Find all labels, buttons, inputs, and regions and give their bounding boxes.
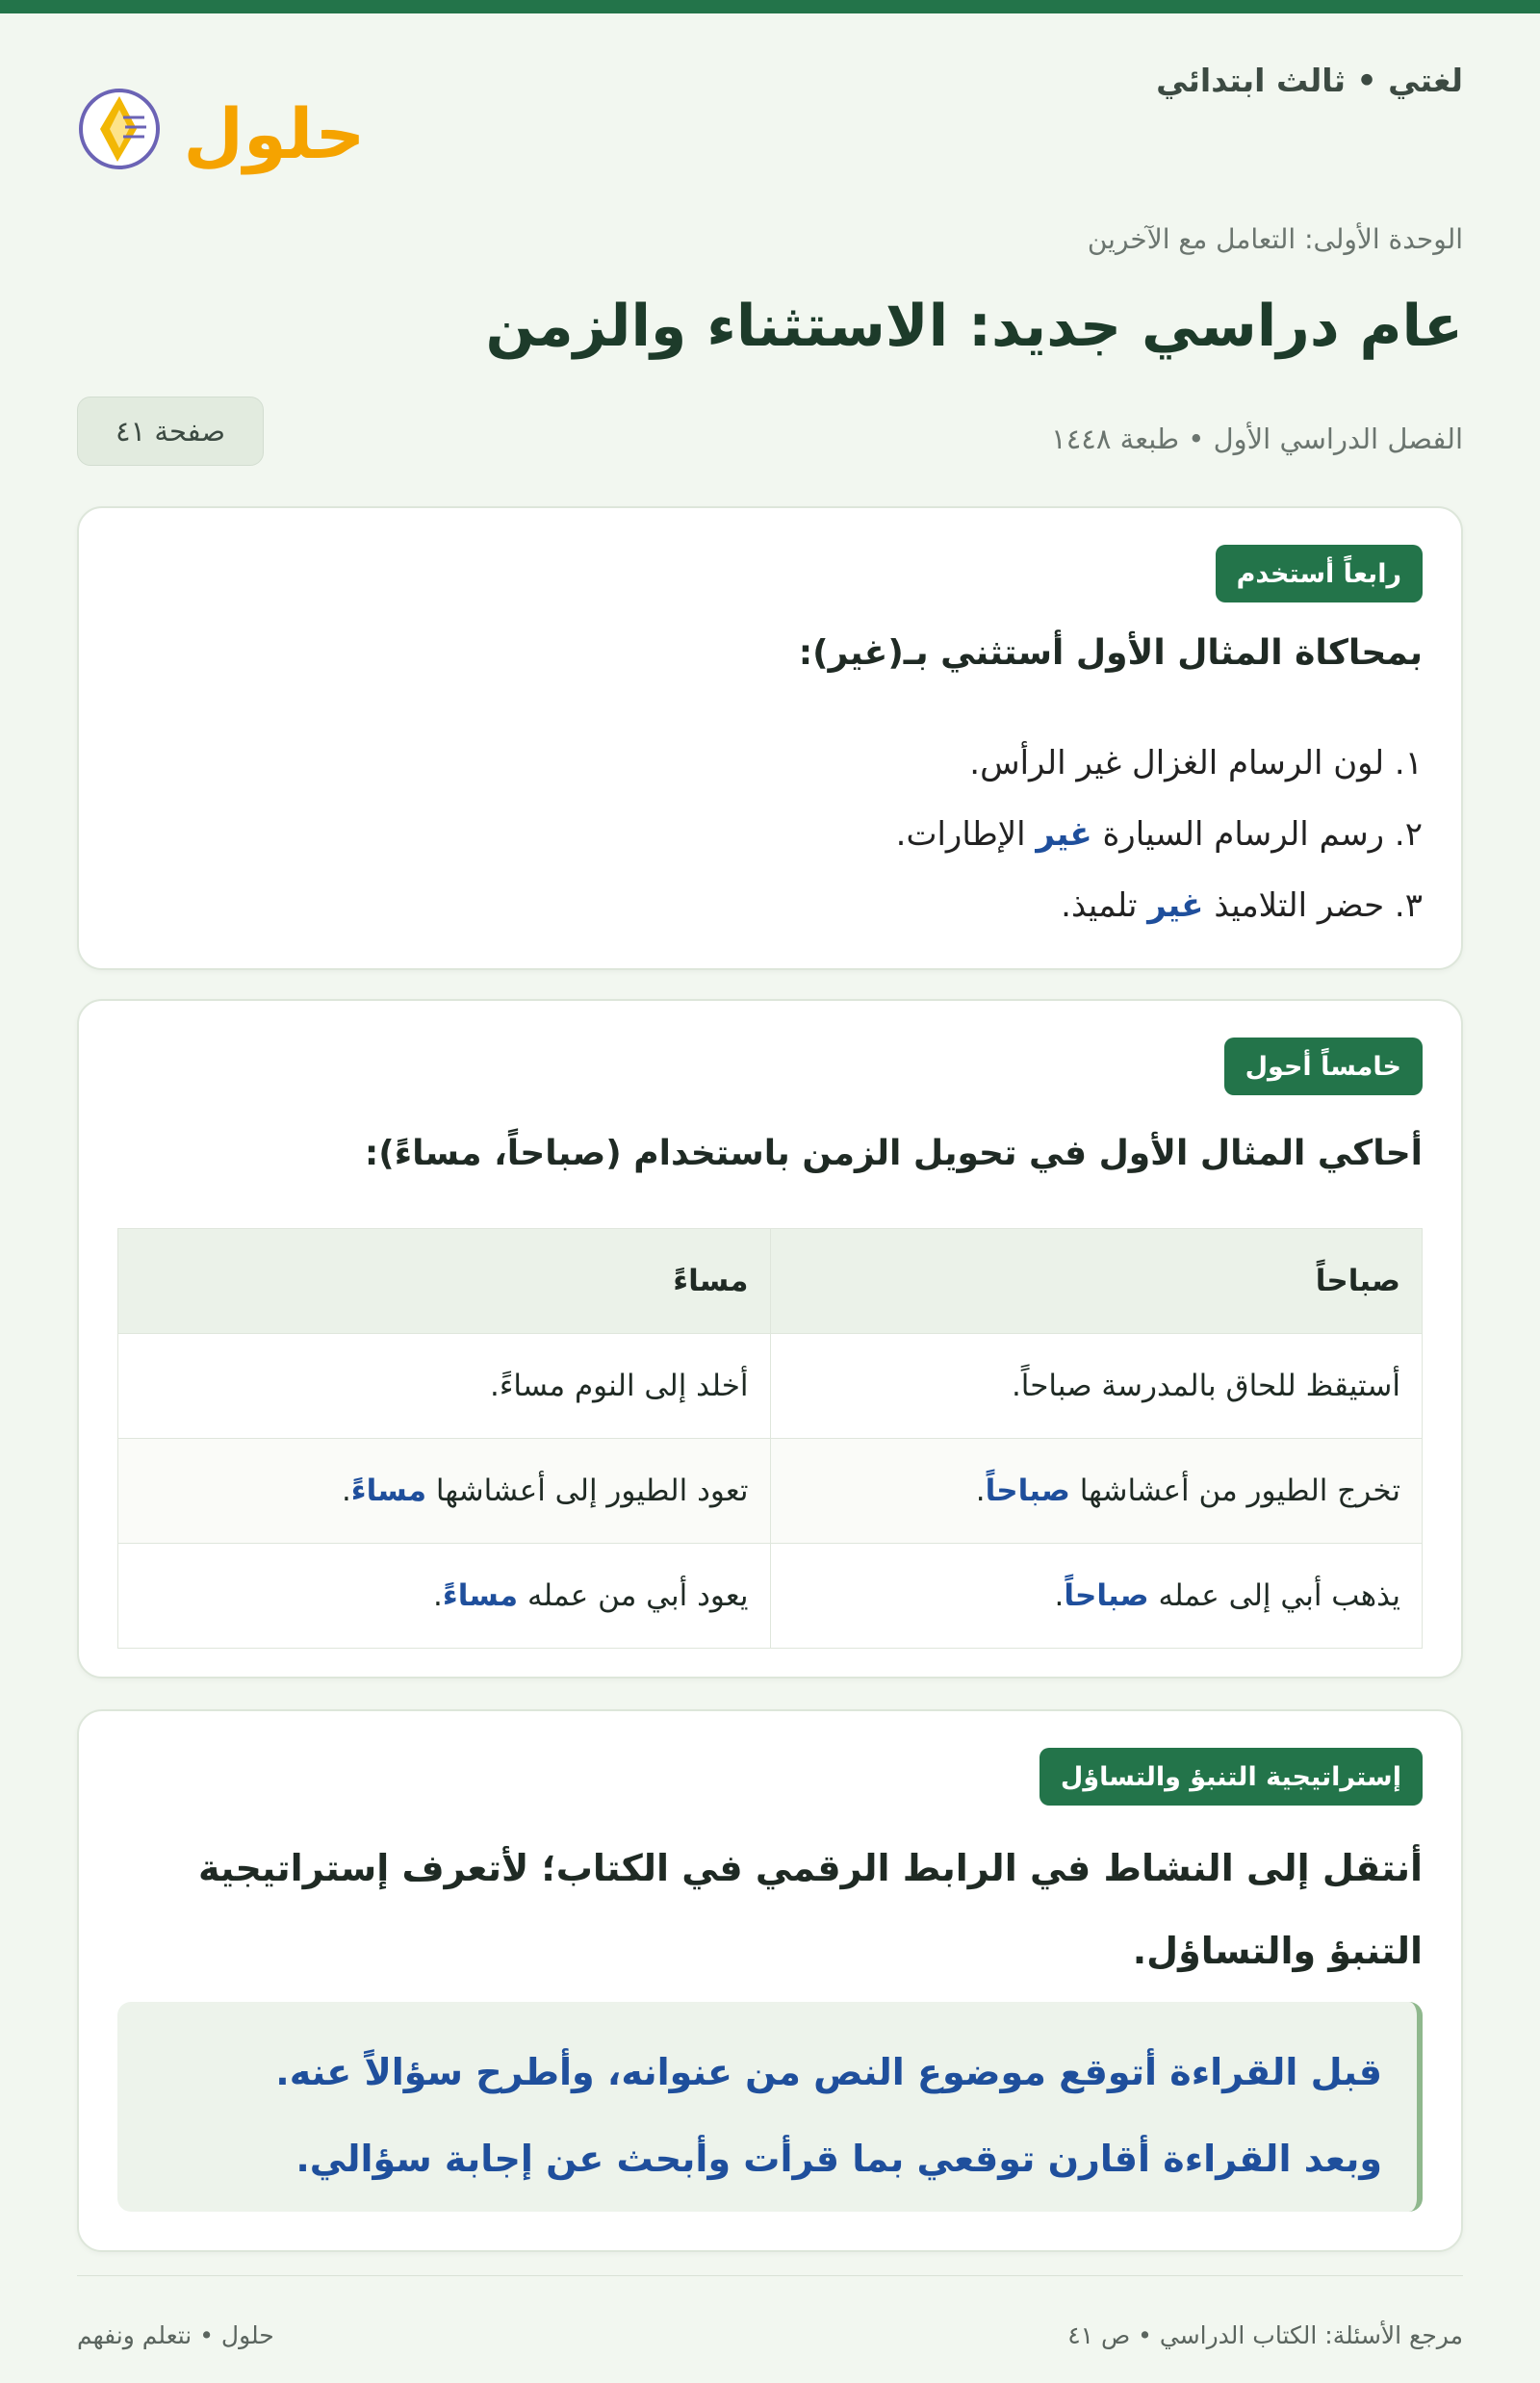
cell-text-end: . (433, 1578, 443, 1613)
unit-label: الوحدة الأولى: التعامل مع الآخرين (1087, 223, 1463, 255)
list-item (896, 870, 1423, 941)
page-title: عام دراسي جديد: الاستثناء والزمن (485, 293, 1463, 360)
table-cell-evening (118, 1544, 771, 1649)
table-header-row (118, 1229, 1423, 1334)
item-text-end: الإطارات. (895, 815, 1037, 854)
list-item (896, 799, 1423, 870)
cell-text-end: . (341, 1473, 351, 1508)
item-number: ٢. (1394, 815, 1423, 854)
page-number-badge: صفحة ٤١ (77, 397, 264, 466)
heading-line-1: أنتقل إلى النشاط في الرابط الرقمي في الكتاب؛ لأتعرف إستراتيجية (197, 1847, 1423, 1889)
convert-section-tag: خامساً أحول (1224, 1038, 1423, 1095)
item-text: حضر التلاميذ (1203, 886, 1385, 925)
use-section-tag: رابعاً أستخدم (1216, 545, 1423, 602)
table-row (118, 1544, 1423, 1649)
table-cell-morning (770, 1544, 1423, 1649)
cell-text: يعود أبي من عمله (518, 1578, 749, 1613)
footer-divider (77, 2275, 1463, 2276)
strategy-section-heading (117, 1827, 1423, 1992)
top-accent-bar (0, 0, 1540, 13)
strategy-section-card (77, 1709, 1463, 2252)
page-content (77, 13, 1463, 2383)
footer-reference: مرجع الأسئلة: الكتاب الدراسي • ص ٤١ (1067, 2321, 1463, 2349)
item-text: لون الرسام الغزال غير الرأس. (969, 744, 1385, 782)
table-cell-morning (770, 1439, 1423, 1544)
cell-highlight: صباحاً (985, 1473, 1070, 1508)
logo-text: حلول (183, 93, 366, 174)
convert-section-card (77, 999, 1463, 1678)
column-header-morning: صباحاً (770, 1229, 1423, 1334)
cell-text: تخرج الطيور من أعشاشها (1069, 1473, 1400, 1508)
cell-text-end: . (1054, 1578, 1065, 1613)
item-text: رسم الرسام السيارة (1091, 815, 1385, 854)
hulul-logo[interactable] (77, 62, 366, 187)
table-cell-morning (770, 1334, 1423, 1439)
semester-edition-label: الفصل الدراسي الأول • طبعة ١٤٤٨ (1051, 423, 1463, 455)
strategy-callout-box (117, 2002, 1423, 2212)
item-number: ٣. (1394, 886, 1423, 925)
callout-line-2: وبعد القراءة أقارن توقعي بما قرأت وأبحث عن إجابة سؤالي. (295, 2138, 1382, 2180)
cell-highlight: مساءً (350, 1473, 427, 1508)
list-item (896, 728, 1423, 799)
table-cell-evening (118, 1439, 771, 1544)
cell-highlight: صباحاً (1064, 1578, 1149, 1613)
cell-text: أستيقظ للحاق بالمدرسة صباحاً. (1011, 1369, 1400, 1403)
heading-line-2: التنبؤ والتساؤل. (1132, 1930, 1423, 1972)
item-text-end: تلميذ. (1061, 886, 1148, 925)
cell-text: أخلد إلى النوم مساءً. (489, 1369, 749, 1403)
cell-text: يذهب أبي إلى عمله (1148, 1578, 1400, 1613)
time-conversion-table (117, 1228, 1423, 1649)
table-cell-evening (118, 1334, 771, 1439)
cell-text: تعود الطيور إلى أعشاشها (426, 1473, 749, 1508)
table-row (118, 1439, 1423, 1544)
column-header-evening: مساءً (118, 1229, 771, 1334)
table-row (118, 1334, 1423, 1439)
convert-section-heading: أحاكي المثال الأول في تحويل الزمن باستخدام (صباحاً، مساءً): (364, 1134, 1423, 1173)
item-highlight: غير (1147, 886, 1204, 925)
use-answers-list (896, 728, 1423, 941)
strategy-section-tag: إستراتيجية التنبؤ والتساؤل (1040, 1748, 1423, 1806)
use-section-heading: بمحاكاة المثال الأول أستثني بـ(غير): (798, 633, 1423, 673)
subject-grade-label: لغتي • ثالث ابتدائي (1156, 62, 1463, 99)
callout-line-1: قبل القراءة أتوقع موضوع النص من عنوانه، وأطرح سؤالاً عنه. (275, 2051, 1382, 2093)
item-highlight: غير (1036, 815, 1092, 854)
footer-brand: حلول • نتعلم ونفهم (77, 2321, 274, 2349)
cell-text-end: . (975, 1473, 986, 1508)
cell-highlight: مساءً (442, 1578, 519, 1613)
use-section-card (77, 506, 1463, 970)
item-number: ١. (1394, 744, 1423, 782)
